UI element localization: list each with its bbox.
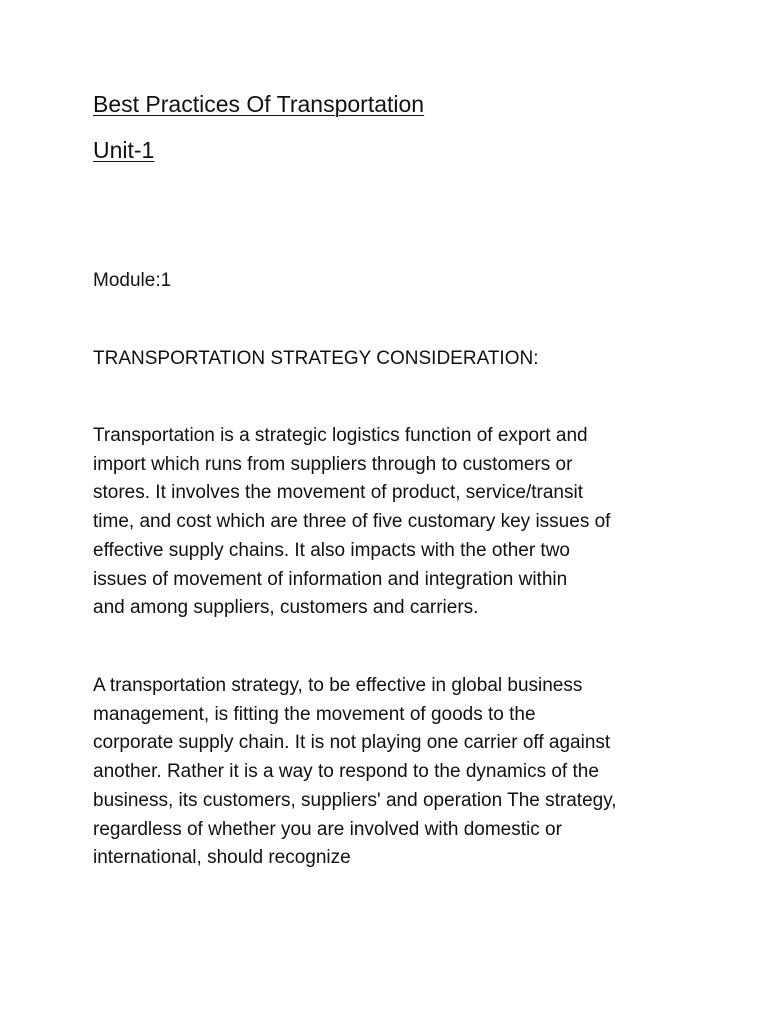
paragraph-line: another. Rather it is a way to respond to the dynamics of the xyxy=(93,761,599,783)
section-heading: TRANSPORTATION STRATEGY CONSIDERATION: xyxy=(93,348,539,369)
paragraph-line: regardless of whether you are involved with domestic or xyxy=(93,818,562,840)
paragraph-line: business, its customers, suppliers' and operation The strategy, xyxy=(93,789,617,811)
paragraph-line: corporate supply chain. It is not playing one carrier off against xyxy=(93,732,611,754)
paragraph-line: and among suppliers, customers and carriers. xyxy=(93,597,479,619)
unit-title: Unit-1 xyxy=(93,137,155,163)
paragraph-1 xyxy=(93,422,610,623)
paragraph-line: international, should recognize xyxy=(93,847,351,869)
paragraph-line: import which runs from suppliers through to customers or xyxy=(93,453,573,475)
paragraph-line: A transportation strategy, to be effective in global business xyxy=(93,675,583,696)
module-label: Module:1 xyxy=(93,270,172,291)
paragraph-line: time, and cost which are three of five customary key issues of xyxy=(93,511,611,533)
paragraph-line: management, is fitting the movement of goods to the xyxy=(93,703,536,725)
paragraph-2 xyxy=(93,672,617,873)
paragraph-line: Transportation is a strategic logistics function of export and xyxy=(93,425,588,446)
paragraph-line: issues of movement of information and integration within xyxy=(93,568,568,590)
paragraph-line: effective supply chains. It also impacts with the other two xyxy=(93,539,570,561)
paragraph-line: stores. It involves the movement of product, service/transit xyxy=(93,482,583,504)
document-title: Best Practices Of Transportation xyxy=(93,91,425,117)
